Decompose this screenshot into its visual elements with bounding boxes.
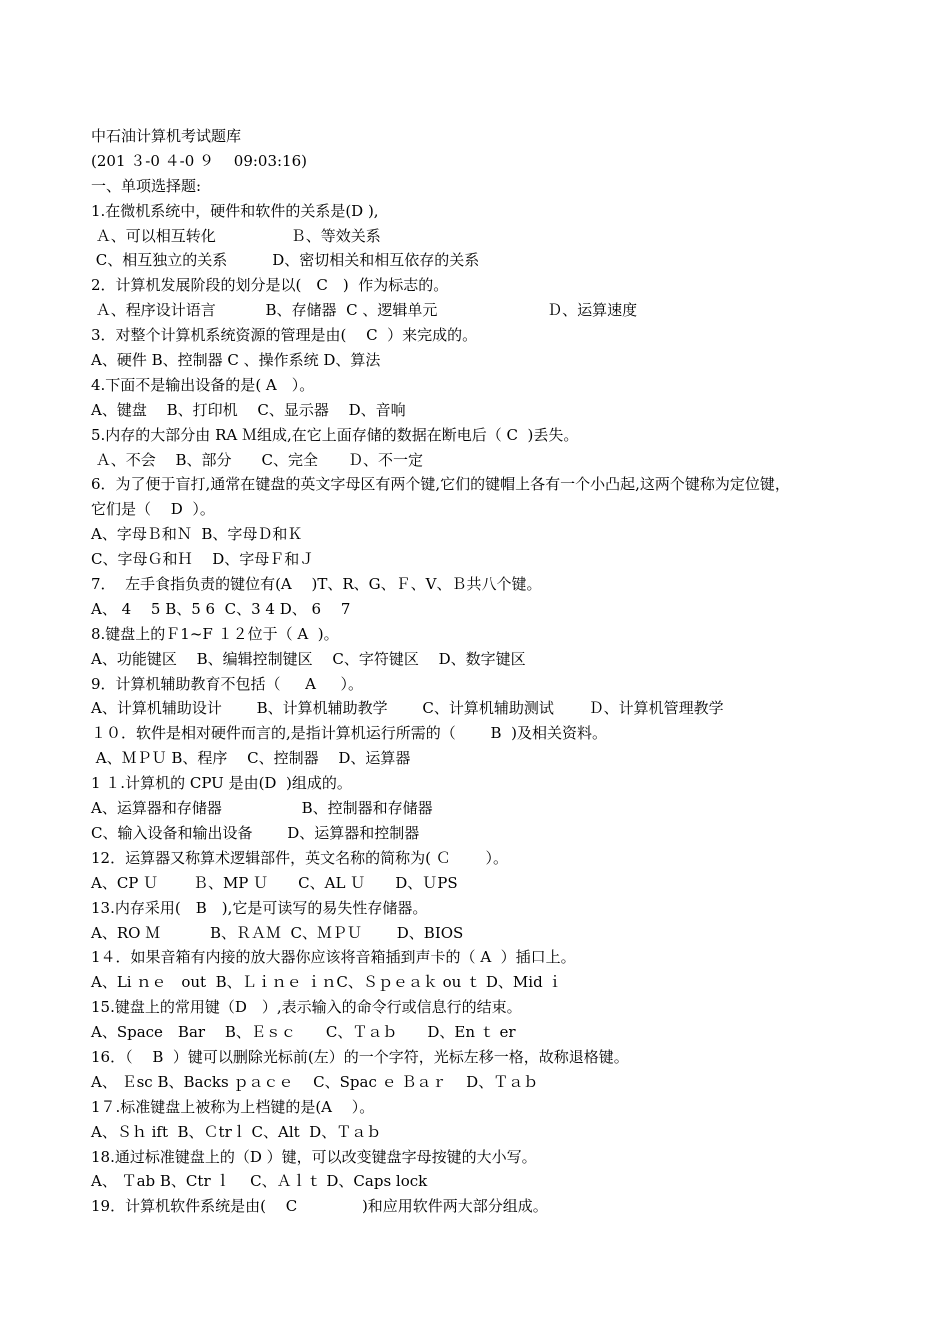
document-page [91,124,891,1219]
question-18: 18.通过标准键盘上的（D ）键，可以改变键盘字母按键的大小写。 [91,1147,537,1166]
question-5: 5.内存的大部分由 RA Ｍ组成,在它上面存储的数据在断电后（ C )丢失。 [91,425,579,444]
question-6: 6．为了便于盲打,通常在键盘的英文字母区有两个键,它们的键帽上各有一个小凸起,这两个键称为定位键， [91,475,790,494]
options-1a: Ａ、可以相互转化 Ｂ、等效关系 [91,226,381,245]
question-16: 16．（ B ）键可以删除光标前(左）的一个字符，光标左移一格，故称退格键。 [91,1047,629,1066]
question-17: 1７.标准键盘上被称为上档键的是(A ）。 [91,1097,375,1116]
question-13: 13.内存采用( B ),它是可读写的易失性存储器。 [91,898,428,917]
question-10: １０．软件是相对硬件而言的,是指计算机运行所需的（ B )及相关资料。 [91,724,607,743]
options-6a: A、字母Ｂ和Ｎ B、字母Ｄ和Ｋ [91,525,303,544]
options-3: A、硬件 B、控制器 C 、操作系统 D、算法 [91,351,381,370]
document-title: 中石油计算机考试题库 [91,127,242,145]
options-9: A、计算机辅助设计 B、计算机辅助教学 C、计算机辅助测试 Ｄ、计算机管理教学 [91,699,724,718]
question-1: 1.在微机系统中，硬件和软件的关系是(D ), [91,201,379,220]
question-19: 19．计算机软件系统是由( C )和应用软件两大部分组成。 [91,1197,548,1216]
question-2: 2．计算机发展阶段的划分是以( C ) 作为标志的。 [91,276,449,295]
question-7: 7． 左手食指负责的键位有(A )T、R、G、Ｆ、V、Ｂ共八个键。 [91,575,542,594]
question-14: 1４．如果音箱有内接的放大器你应该将音箱插到声卡的（ A ）插口上。 [91,948,576,967]
section-heading: 一、单项选择题: [91,176,202,195]
options-2: Ａ、程序设计语言 B、存储器 C 、逻辑单元 Ｄ、运算速度 [91,301,638,320]
options-17: A、Ｓｈ ift B、Ｃtrｌ C、Alt D、Ｔａｂ [91,1122,382,1141]
question-15: 15.键盘上的常用键（D ）,表示输入的命令行或信息行的结束。 [91,998,522,1017]
question-8: 8.键盘上的Ｆ1~F １２位于（ A )。 [91,624,339,643]
options-7: A、 4 5 B、5 6 C、3 4 D、 6 7 [91,599,351,618]
question-9: 9．计算机辅助教育不包括（ A ）。 [91,674,363,693]
options-8: A、功能键区 B、编辑控制键区 C、字符键区 D、数字键区 [91,649,526,668]
question-11: 1 １.计算机的 CPU 是由(D )组成的。 [91,774,352,793]
question-3: 3．对整个计算机系统资源的管理是由( C ）来完成的。 [91,326,478,345]
options-5: Ａ、不会 B、部分 C、完全 Ｄ、不一定 [91,450,424,469]
document-timestamp: (201 ３-0 ４-0 ９ 09:03:16) [91,151,307,170]
options-11a: A、运算器和存储器 B、控制器和存储器 [91,799,433,818]
options-18: A、 Ｔab B、Ctr ｌ C、Ａｌｔ D、Caps lock [91,1172,428,1191]
options-14: A、Li ｎｅ out B、Ｌｉｎｅ ｉｎC、Ｓｐｅａｋ ou ｔ D、Mid ｉ [91,973,563,992]
options-11b: C、输入设备和输出设备 D、运算器和控制器 [91,823,420,842]
options-1b: C、相互独立的关系 D、密切相关和相互依存的关系 [91,251,480,270]
options-15: A、Space Bar B、Ｅｓｃ C、Ｔａｂ D、En ｔ er [91,1023,516,1042]
options-13: A、RO Ｍ B、ＲＡＭ C、ＭＰＵ D、BIOS [91,923,464,942]
options-4: A、键盘 B、打印机 C、显示器 D、音响 [91,400,406,419]
question-12: 12．运算器又称算术逻辑部件，英文名称的简称为( Ｃ ）。 [91,848,508,867]
options-16: A、 Ｅsc B、Backs ｐａｃｅ C、Spac ｅ Ｂａｒ D、Ｔａｂ [91,1072,539,1091]
options-6b: C、字母Ｇ和Ｈ D、字母Ｆ和Ｊ [91,550,315,569]
question-4: 4.下面不是输出设备的是( A ）。 [91,375,315,394]
question-6-cont: 它们是（ D ）。 [91,500,215,519]
options-12: A、CP Ｕ Ｂ、MP Ｕ C、AL Ｕ D、ＵPS [91,873,458,892]
options-10: A、ＭＰＵ B、程序 C、控制器 D、运算器 [91,749,411,768]
